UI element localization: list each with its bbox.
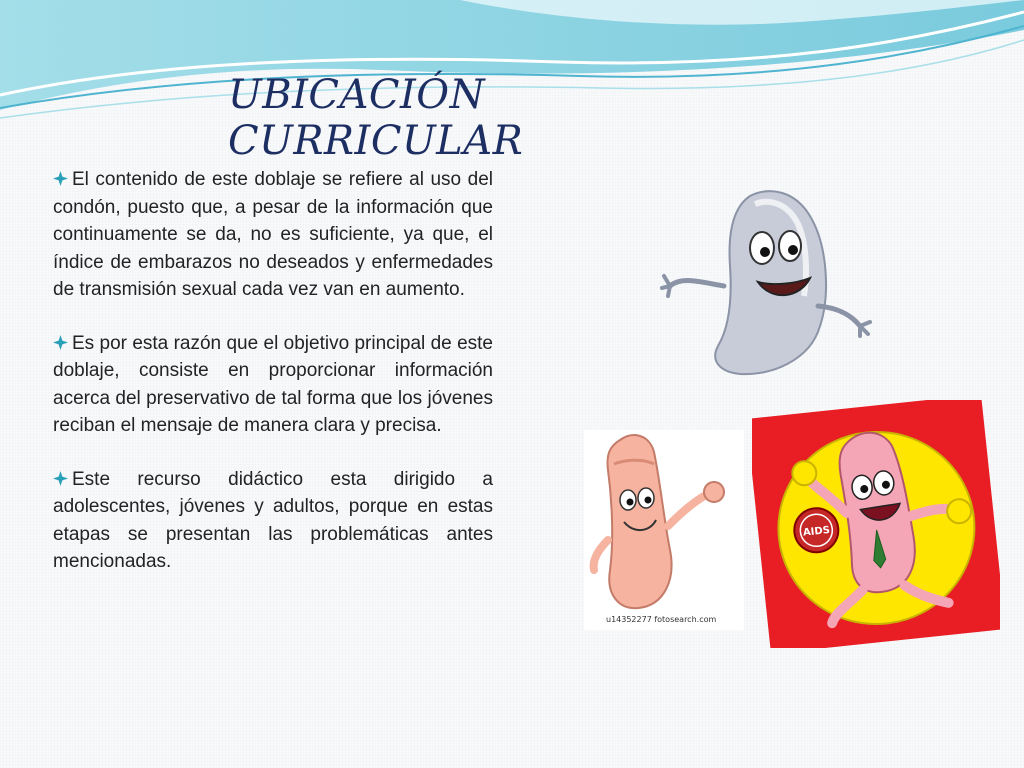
white-condom-cartoon-image bbox=[660, 186, 872, 386]
diamond-bullet-icon bbox=[53, 335, 68, 350]
stock-photo-caption: u14352277 fotosearch.com bbox=[606, 615, 717, 624]
diamond-bullet-icon bbox=[53, 471, 68, 486]
bullet-text: Es por esta razón que el objetivo principal de este doblaje, consiste en proporcionar información acerca del preservativo de tal forma que los jóvenes reciban el mensaje de manera clara y precisa. bbox=[53, 332, 493, 436]
diamond-bullet-icon bbox=[53, 171, 68, 186]
bullet-item bbox=[53, 330, 493, 440]
bullet-item bbox=[53, 466, 493, 576]
bullet-list bbox=[53, 166, 493, 602]
slide-title: UBICACIÓN CURRICULAR bbox=[228, 72, 524, 164]
aids-badge-text: AIDS bbox=[802, 524, 831, 539]
pink-condom-cartoon-image bbox=[584, 430, 744, 630]
bullet-text: El contenido de este doblaje se refiere al uso del condón, puesto que, a pesar de la información que continuamente se da, no es suficiente, ya que, el índice de embarazos no deseados y enfermedades de transmisión sexual cada vez van en aumento. bbox=[53, 169, 493, 300]
bullet-item bbox=[53, 166, 493, 304]
red-panel-condom-cartoon-image bbox=[752, 400, 1000, 648]
bullet-text: Este recurso didáctico esta dirigido a adolescentes, jóvenes y adultos, porque en estas etapas se presentan las problemáticas antes mencionadas. bbox=[53, 468, 493, 572]
